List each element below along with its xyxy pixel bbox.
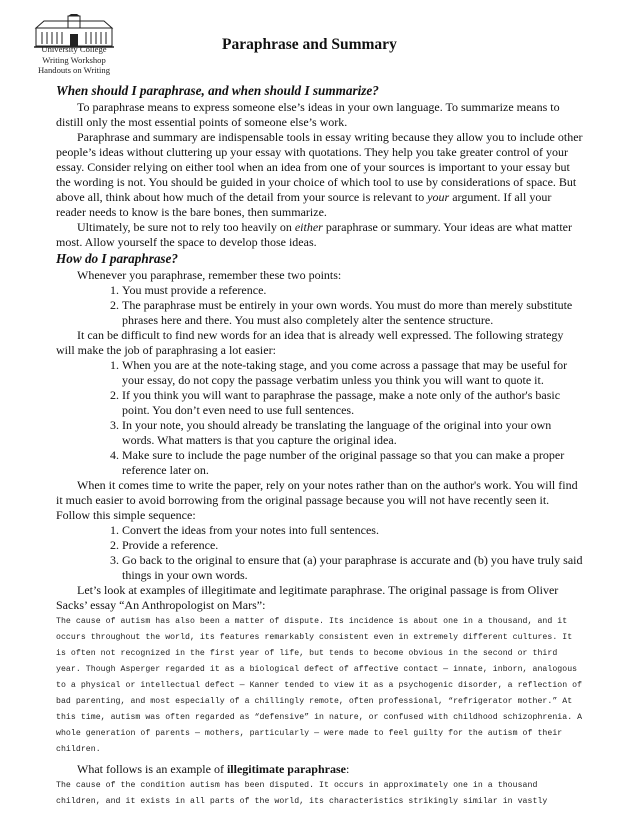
sequence-list	[56, 523, 584, 583]
text-run: Ultimately, be sure not to rely too heavily on	[77, 220, 295, 234]
list-item: 1. When you are at the note-taking stage, and you come across a passage that may be useful for your essay, do not copy the passage verbatim unless you think you will want to quote it.	[122, 358, 584, 388]
paragraph: It can be difficult to find new words for an idea that is already well expressed. The following strategy will make the job of paraphrasing a lot easier:	[56, 328, 564, 357]
list-item: 4. Make sure to include the page number of the original passage so that you can make a proper reference later on.	[122, 448, 584, 478]
list-item: 2. If you think you will want to paraphrase the passage, make a note only of the author's basic point. You don’t even need to use full sentences.	[122, 388, 584, 418]
paragraph: When it comes time to write the paper, rely on your notes rather than on the author's work. You will find it much easier to avoid borrowing from the original passage because you will not have recently seen it. Follow this simple sequence:	[56, 478, 578, 522]
emphasis: your	[427, 190, 450, 204]
paragraph	[56, 762, 584, 777]
text-run: argument. If all your reader needs to know is the bare bones, then summarize.	[56, 190, 552, 219]
bold-term: illegitimate paraphrase	[226, 762, 346, 776]
list-item: 3. In your note, you should already be translating the language of the original into your own words. What matters is that you capture the original idea.	[122, 418, 584, 448]
illegitimate-paraphrase-passage: The cause of the condition autism has been disputed. It occurs in approximately one in a thousand children, and it exists in all parts of the world, its characteristics strikingly similar in vastly	[56, 781, 548, 806]
logo-line: Writing Workshop	[42, 54, 106, 65]
document-body	[56, 82, 584, 814]
points-list	[56, 283, 584, 328]
emphasis: either	[294, 220, 323, 234]
page-title: Paraphrase and Summary	[222, 36, 397, 53]
text-run: :	[345, 762, 350, 776]
list-item: 2. Provide a reference.	[122, 538, 584, 553]
list-item: 1. You must provide a reference.	[122, 283, 584, 298]
logo-line: Handouts on Writing	[37, 65, 111, 75]
list-item: 2. The paraphrase must be entirely in your own words. You must do more than merely substitute phrases here and there. You must also completely alter the sentence structure.	[122, 298, 584, 328]
paragraph: Whenever you paraphrase, remember these two points:	[77, 268, 342, 282]
text-run: paraphrase or summary. Your ideas are what matter most. Allow yourself the space to develop those ideas.	[56, 220, 572, 249]
logo-line: University College	[41, 44, 107, 54]
paragraph: To paraphrase means to express someone else’s ideas in your own language. To summarize means to distill only the most essential points of someone else’s work.	[56, 100, 560, 129]
section-heading: When should I paraphrase, and when should I summarize?	[56, 83, 379, 98]
college-building-logo	[34, 14, 114, 48]
page-header	[0, 0, 638, 86]
list-item: 1. Convert the ideas from your notes into full sentences.	[122, 523, 584, 538]
original-passage: The cause of autism has also been a matter of dispute. Its incidence is about one in a thousand, and it occurs throughout the world, its features remarkably consistent even in extremely different cultures. It is often not recognized in the first year of life, but tends to become obvious in the second or third year. Though Asperger regarded it as a biological defect of affective contact — innate, inborn, analogous to a physical or intellectual defect — Kanner tended to view it as a psychogenic disorder, a reflection of bad parenting, and most especially of a chillingly remote, often professional, “refrigerator mother.” At this time, autism was often regarded as “defensive” in nature, or confused with childhood schizophrenia. A whole generation of parents — mothers, particularly — were made to feel guilty for the autism of their children.	[56, 617, 583, 754]
list-item: 3. Go back to the original to ensure that (a) your paraphrase is accurate and (b) you have truly said things in your own words.	[122, 553, 584, 583]
section-heading: How do I paraphrase?	[56, 251, 179, 266]
text-run: What follows is an example of	[77, 762, 227, 776]
paragraph	[56, 130, 584, 220]
strategy-list	[56, 358, 584, 478]
paragraph	[56, 220, 584, 250]
text-run: Paraphrase and summary are indispensable tools in essay writing because they allow you to include other people’s ideas without cluttering up your essay with quotations. They help you take greater control of your essay. Consider relying on either tool when an idea from one of your sources is important to your essay but the wording is not. You should be guided in your choice of which tool to use by considerations of space. But above all, think about how much of the detail from your source is relevant to	[56, 130, 583, 204]
logo-caption	[28, 44, 120, 76]
paragraph: Let’s look at examples of illegitimate and legitimate paraphrase. The original passage is from Oliver Sacks’ essay “An Anthropologist on Mars”:	[56, 583, 559, 612]
